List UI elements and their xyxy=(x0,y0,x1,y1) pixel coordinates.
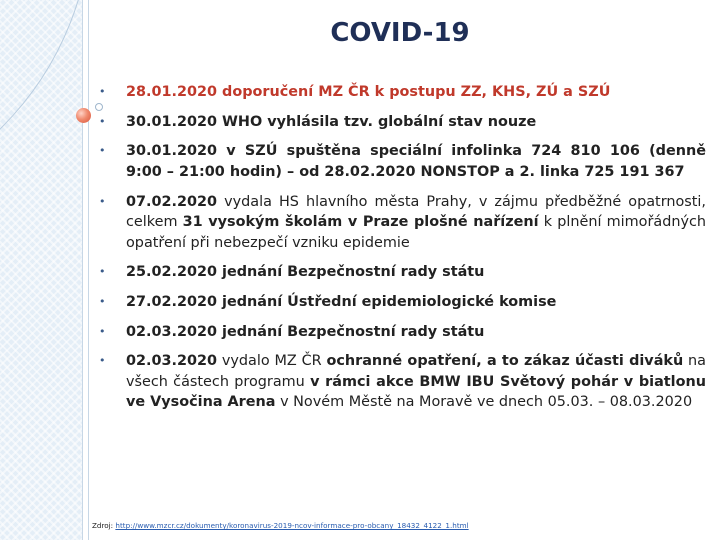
bullet-icon: • xyxy=(99,114,106,128)
decorative-vertical-line xyxy=(88,0,89,540)
bullet-icon: • xyxy=(99,294,106,308)
bullet-icon: • xyxy=(99,265,106,279)
list-item: • 30.01.2020 v SZÚ spuštěna speciální infolinka 724 810 106 (denně 9:00 – 21:00 hodin) – od 28.02.2020 NONSTOP a 2. linka 725 191 367 xyxy=(99,143,706,180)
list-item: • 25.02.2020 jednání Bezpečnostní rady státu xyxy=(98,262,706,283)
source-footnote xyxy=(92,521,469,530)
list-item: • 28.01.2020 doporučení MZ ČR k postupu ZZ, KHS, ZÚ a SZÚ xyxy=(98,82,706,103)
bullet-icon: • xyxy=(99,354,106,368)
bullet-icon: • xyxy=(99,324,106,338)
list-item: • 27.02.2020 jednání Ústřední epidemiologické komise xyxy=(98,292,706,313)
list-item: • 07.02.2020 vydala HS hlavního města Prahy, v zájmu předběžné opatrnosti, celkem 31 vysokým školám v Praze plošné nařízení k plnění mimořádných opatření při nebezpečí vzniku epidemie xyxy=(99,193,706,251)
slide-title: COVID-19 xyxy=(330,18,470,48)
decorative-vertical-line xyxy=(82,0,83,540)
list-item: • 30.01.2020 WHO vyhlásila tzv. globální stav nouze xyxy=(98,112,706,133)
decorative-orb-icon xyxy=(76,108,91,123)
list-item: • 02.03.2020 jednání Bezpečnostní rady státu xyxy=(98,322,706,343)
bullet-icon: • xyxy=(99,194,106,208)
bullet-icon: • xyxy=(99,85,106,98)
bullet-icon: • xyxy=(99,144,106,158)
list-item: • 02.03.2020 vydalo MZ ČR ochranné opatření, a to zákaz účasti diváků na všech částech programu v rámci akce BMW IBU Světový pohár v biatlonu ve Vysočina Arena v Novém Městě na Moravě ve dnech 05.03. – 08.03.2020 xyxy=(99,353,706,411)
timeline-list xyxy=(98,82,706,413)
source-label: Zdroj: xyxy=(92,521,116,530)
source-link[interactable]: http://www.mzcr.cz/dokumenty/koronavirus-2019-ncov-informace-pro-obcany_18432_4122_1.html xyxy=(115,521,469,530)
